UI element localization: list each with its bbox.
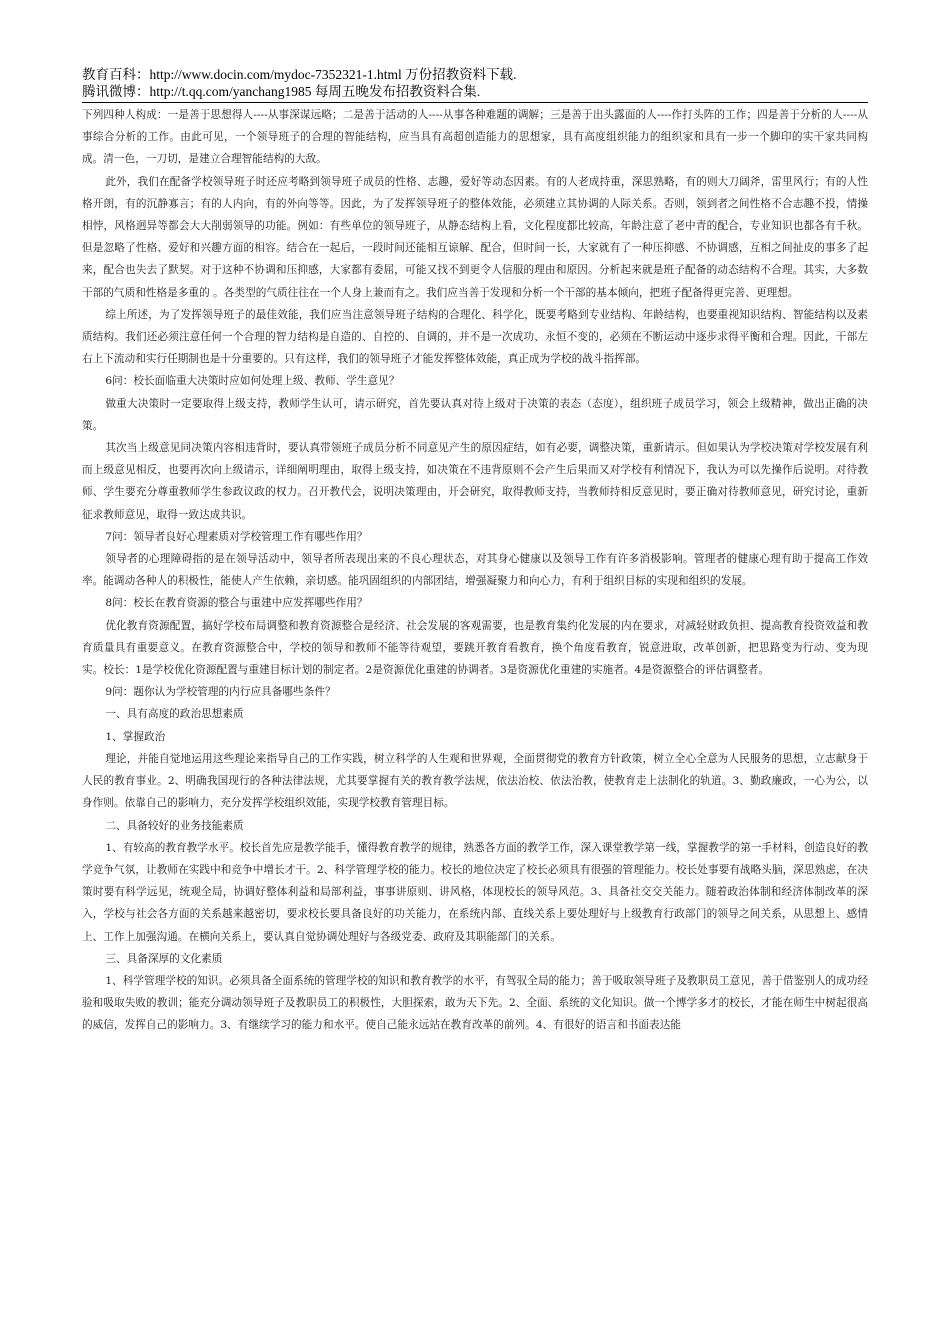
question-heading: 6问：校长面临重大决策时应如何处理上级、教师、学生意见？ (105, 375, 400, 388)
paragraph: 做重大决策时一定要取得上级支持，教师学生认可，请示研究，首先要认真对待上级对于决策的表态（态度），组织班子成员学习，领会上级精神，做出正确的决策。 (82, 397, 868, 432)
document-page (82, 66, 868, 1037)
section-heading: 二、具备较好的业务技能素质 (105, 819, 244, 832)
section-heading: 三、具备深厚的文化素质 (105, 952, 223, 965)
paragraph: 优化教育资源配置，搞好学校布局调整和教育资源整合是经济、社会发展的客观需要，也是教育集约化发展的内在要求，对减轻财政负担、提高教育投资效益和教育质量具有重要意义。在教育资源整合中，学校的领导和教师不能等待观望，要跳开教育看教育，换个角度看教育，锐意进取，改革创新，把思路变为行动、变为现实。校长：1是学校优化资源配置与重建目标计划的制定者。2是资源优化重建的协调者。3是资源优化重建的实施者。4是资源整合的评估调整者。 (82, 619, 868, 677)
subsection-heading: 1、掌握政治 (105, 730, 166, 743)
header-link-line-weibo: 腾讯微博：http://t.qq.com/yanchang1985 每周五晚发布招教资料合集. (82, 84, 481, 99)
paragraph: 综上所述，为了发挥领导班子的最佳效能，我们应当注意领导班子结构的合理化、科学化，既要考略到专业结构、年龄结构，也要重视知识结构、智能结构以及素质结构。我们还必须注意任何一个合理的智力结构是自造的、自控的、自调的，并不是一次成功、永恒不变的，必须在不断运动中逐步求得平衡和合理。因此，干部左右上下流动和实行任期制也是十分重要的。只有这样，我们的领导班子才能发挥整体效能，真正成为学校的战斗指挥部。 (82, 308, 868, 366)
question-heading: 8问：校长在教育资源的整合与重建中应发挥哪些作用？ (105, 597, 368, 610)
question-heading: 9问：题你认为学校管理的内行应具备哪些条件？ (105, 686, 336, 699)
paragraph: 理论，并能自觉地运用这些理论来指导自己的工作实践，树立科学的人生观和世界观，全面贯彻党的教育方针政策，树立全心全意为人民服务的思想，立志献身于人民的教育事业。2、明确我国现行的各种法律法规，尤其要掌握有关的教育教学法规，依法治校、依法治教，使教育走上法制化的轨道。3、勤政廉政，一心为公，以身作则。依靠自己的影响力，充分发挥学校组织效能，实现学校教育管理目标。 (82, 752, 868, 810)
document-body (82, 104, 868, 1037)
page-header (82, 66, 868, 100)
header-divider (82, 102, 868, 103)
header-link-line-docin: 教育百科：http://www.docin.com/mydoc-7352321-1.html 万份招教资料下载. (82, 67, 517, 82)
paragraph: 领导者的心理障碍指的是在领导活动中，领导者所表现出来的不良心理状态，对其身心健康以及领导工作有许多消极影响。管理者的健康心理有助于提高工作效率。能调动各种人的积极性，能使人产生依赖，亲切感。能巩固组织的内部团结，增强凝聚力和向心力，有利于组织目标的实现和组织的发展。 (82, 553, 868, 588)
paragraph: 此外，我们在配备学校领导班子时还应考略到领导班子成员的性格、志趣，爱好等动态因素。有的人老成持重，深思熟略，有的则大刀阔斧，雷里风行；有的人性格开朗，有的沉静寡言；有的人内向，有的外向等等。因此，为了发挥领导班子的整体效能，必须建立其协调的人际关系。否则，领到者之间性格不合志趣不投，情操相悖，风格迥异等都会大大削弱领导的功能。例如：有些单位的领导班子，从静态结构上看，文化程度都比较高，年龄注意了老中青的配合，专业知识也都各有千秋。但是忽略了性格、爱好和兴趣方面的相容。结合在一起后，一段时间还能相互谅解、配合，但时间一长，大家就有了一种压抑感、不协调感，互相之间扯皮的事多了起来，配合也失去了默契。对于这种不协调和压抑感，大家都有委屈，可能又找不到更令人信服的理由和原因。分析起来就是班子配备的动态结构不合理。其实，大多数干部的气质和性格是多重的 。各类型的气质往往在一个人身上兼而有之。我们应当善于发现和分析一个干部的基本倾向，把班子配备得更完善、更理想。 (82, 175, 868, 299)
paragraph: 下列四种人构成：一是善于思想得人----从事深谋远略；二是善于活动的人----从事各种难题的调解；三是善于出头露面的人----作打头阵的工作；四是善于分析的人----从事综合分析的工作。由此可见，一个领导班子的合理的智能结构，应当具有高超创造能力的思想家，具有高度组织能力的组织家和具有一步一个脚印的实干家共同构成。清一色，一刀切，是建立合理智能结构的大敌。 (82, 109, 868, 166)
section-heading: 一、具有高度的政治思想素质 (105, 708, 244, 721)
question-heading: 7问：领导者良好心理素质对学校管理工作有哪些作用？ (105, 530, 368, 543)
paragraph: 1、有较高的教育教学水平。校长首先应是教学能手，懂得教育教学的规律，熟悉各方面的教学工作，深入课堂教学第一线，掌握教学的第一手材料，创造良好的教学竞争气氛，让教师在实践中和竞争中增长才干。2、科学管理学校的能力。校长的地位决定了校长必须具有很强的管理能力。校长处事要有战略头脑，深思熟虑，在决策时要有科学远见，统观全局，协调好整体利益和局部利益，事事讲原则、讲风格，体现校长的领导风范。3、具备社交交关能力。随着政治体制和经济体制改革的深入，学校与社会各方面的关系越来越密切，要求校长要具备良好的功关能力，在系统内部、直线关系上要处理好与上级教育行政部门的领导之间关系，从思想上、感情上、工作上加强沟通。在横向关系上，要认真自觉协调处理好与各级党委、政府及其职能部门的关系。 (82, 841, 868, 943)
paragraph: 其次当上级意见同决策内容相违背时，要认真带领班子成员分析不同意见产生的原因症结，如有必要，调整决策，重新请示。但如果认为学校决策对学校发展有利而上级意见相反，也要再次向上级请示，详细阐明理由，取得上级支持，如决策在不违背原则不会产生后果而又对学校有利情况下，我认为可以先操作后说明。对待教师、学生要充分尊重教师学生参政议政的权力。召开教代会，说明决策理由，开会研究，取得教师支持，当教师持相反意见时，要正确对待教师意见，研究讨论，重新征求教师意见，取得一致达成共识。 (82, 442, 868, 521)
paragraph: 1、科学管理学校的知识。必须具备全面系统的管理学校的知识和教育教学的水平，有驾驭全局的能力；善于吸取领导班子及教职员工意见，善于借鉴别人的成功经验和吸取失败的教训；能充分调动领导班子及教职员工的积极性，大胆探索，敢为天下先。2、全面、系统的文化知识。做一个博学多才的校长，才能在师生中树起很高的威信，发挥自己的影响力。3、有继续学习的能力和水平。使自己能永远站在教育改革的前列。4、有很好的语言和书面表达能 (82, 974, 868, 1032)
